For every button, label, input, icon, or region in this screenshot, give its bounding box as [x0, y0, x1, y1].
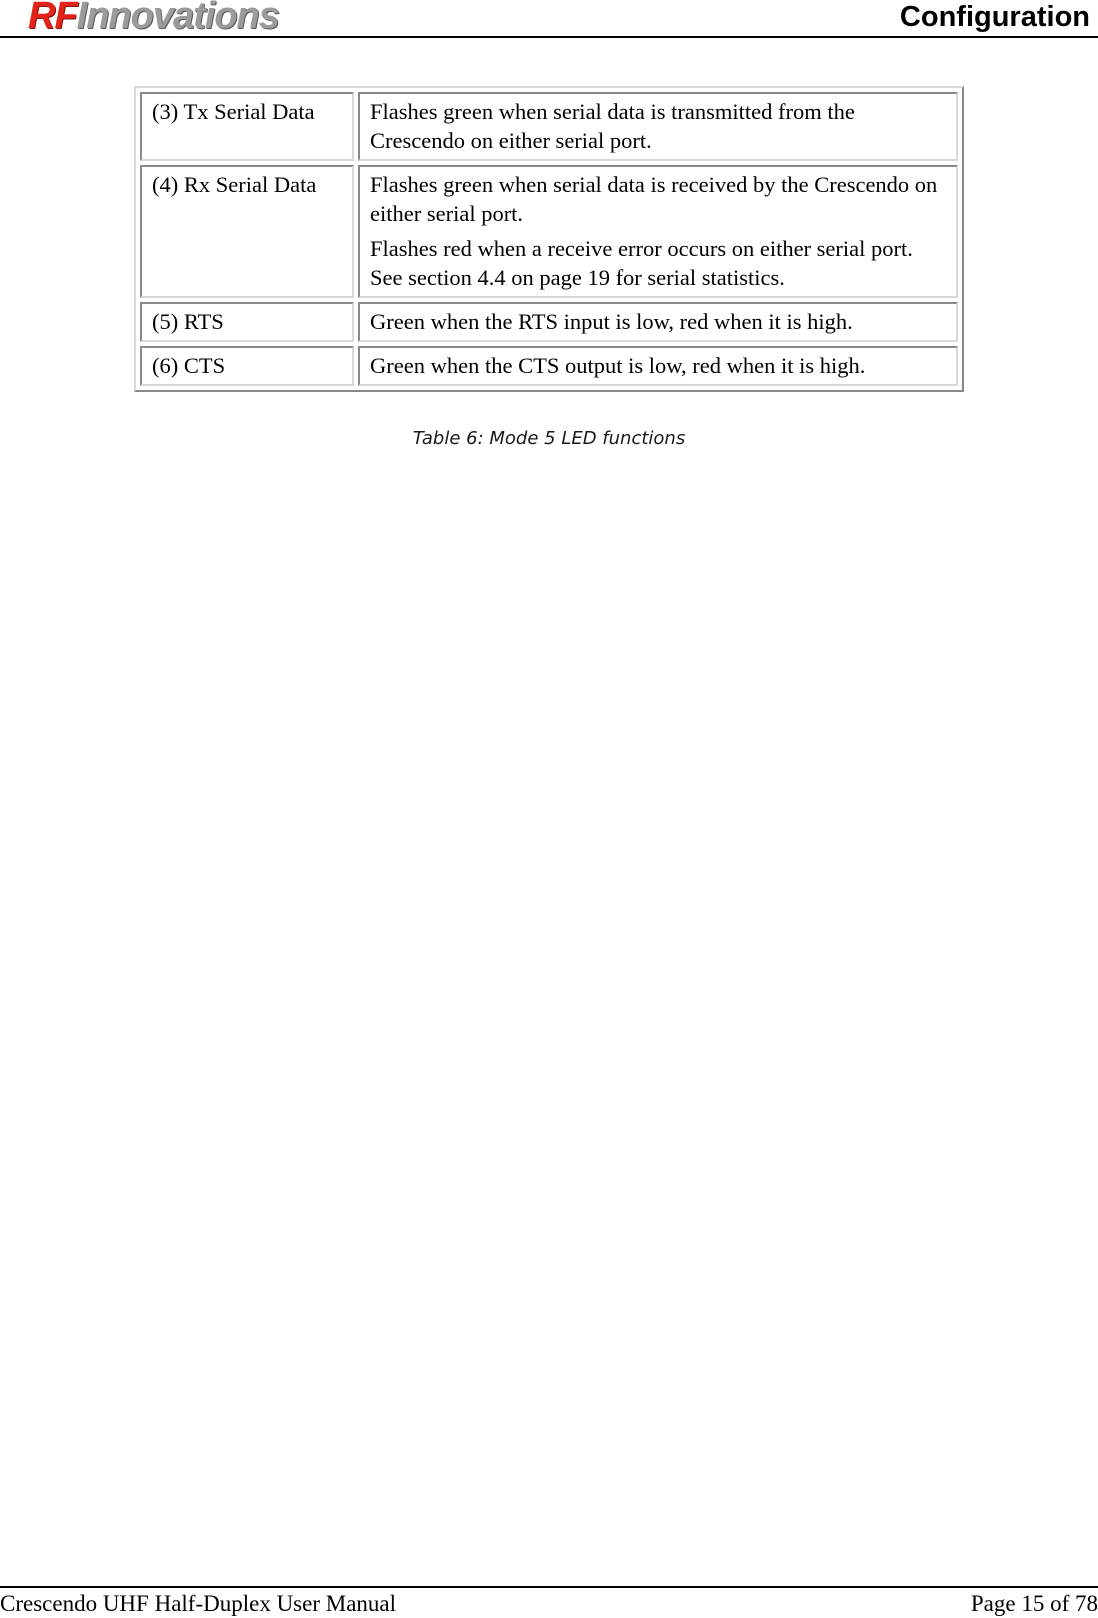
led-description-cell	[358, 165, 958, 298]
table-row	[140, 165, 958, 298]
logo-innovations-text: Innovations	[76, 0, 279, 37]
logo-rf-text: RF	[28, 0, 77, 37]
table-row	[140, 346, 958, 386]
led-description-cell	[358, 92, 958, 161]
led-name-cell: (4) Rx Serial Data	[140, 165, 354, 298]
description-text: Flashes red when a receive error occurs on either serial port. See section 4.4 on page 19 for serial statistics.	[370, 236, 913, 290]
description-text: Flashes green when serial data is transmitted from the Crescendo on either serial port.	[370, 99, 855, 153]
led-name-cell: (5) RTS	[140, 302, 354, 342]
manual-title: Crescendo UHF Half-Duplex User Manual	[0, 1591, 397, 1616]
description-text: Flashes green when serial data is received by the Crescendo on either serial port.	[370, 172, 938, 226]
led-name-cell: (3) Tx Serial Data	[140, 92, 354, 161]
led-description-cell	[358, 346, 958, 386]
company-logo	[28, 0, 279, 38]
led-name-cell: (6) CTS	[140, 346, 354, 386]
page-header	[0, 0, 1098, 38]
led-functions-table	[134, 86, 964, 392]
table-row	[140, 92, 958, 161]
page-number: Page 15 of 78	[970, 1591, 1098, 1616]
table-row	[140, 302, 958, 342]
led-table	[136, 88, 962, 390]
page-footer	[0, 1586, 1098, 1618]
table-caption: Table 6: Mode 5 LED functions	[412, 428, 686, 449]
description-text: Green when the RTS input is low, red when it is high.	[370, 309, 853, 334]
section-title: Configuration	[899, 1, 1090, 33]
description-text: Green when the CTS output is low, red when it is high.	[370, 353, 866, 378]
led-description-cell	[358, 302, 958, 342]
